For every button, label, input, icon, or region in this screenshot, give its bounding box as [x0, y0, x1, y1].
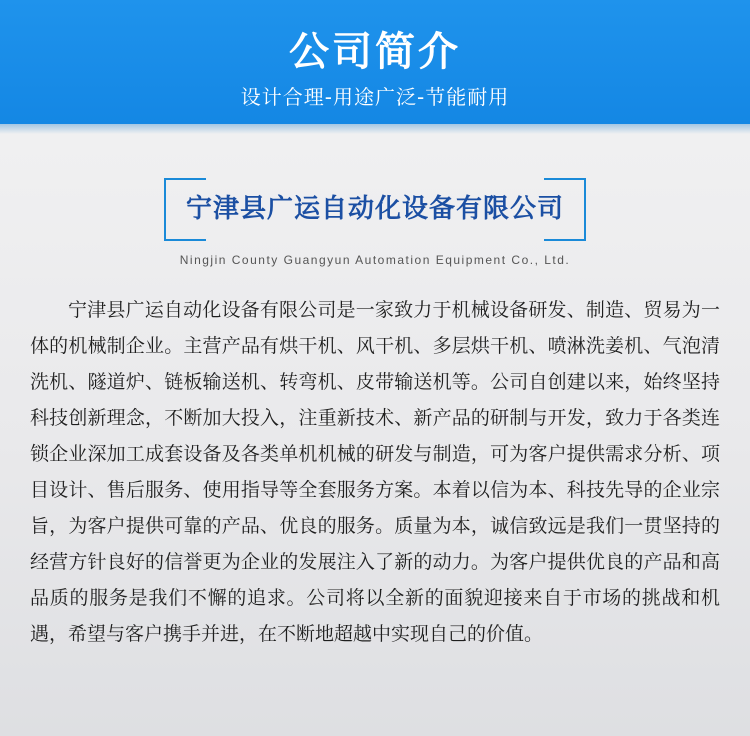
banner-shadow	[0, 124, 750, 134]
company-name-english: Ningjin County Guangyun Automation Equipment Co., Ltd.	[179, 253, 571, 267]
company-introduction: 宁津县广运自动化设备有限公司是一家致力于机械设备研发、制造、贸易为一体的机械制企业。主营产品有烘干机、风干机、多层烘干机、喷淋洗姜机、气泡清洗机、隧道炉、链板输送机、转弯机、皮带输送机等。公司自创建以来，始终坚持科技创新理念，不断加大投入，注重新技术、新产品的研制与开发，致力于各类连锁企业深加工成套设备及各类单机机械的研发与制造，可为客户提供需求分析、项目设计、售后服务、使用指导等全套服务方案。本着以信为本、科技先导的企业宗旨，为客户提供可靠的产品、优良的服务。质量为本，诚信致远是我们一贯坚持的经营方针良好的信誉更为企业的发展注入了新的动力。为客户提供优良的产品和高品质的服务是我们不懈的追求。公司将以全新的面貌迎接来自于市场的挑战和机遇，希望与客户携手并进，在不断地超越中实现自己的价值。	[30, 299, 720, 645]
header-banner	[0, 0, 750, 124]
page-title: 公司简介	[289, 29, 461, 75]
page-subtitle: 设计合理-用途广泛-节能耐用	[240, 85, 510, 109]
company-name-frame	[164, 178, 586, 241]
company-name-chinese: 宁津县广运自动化设备有限公司	[185, 194, 564, 224]
